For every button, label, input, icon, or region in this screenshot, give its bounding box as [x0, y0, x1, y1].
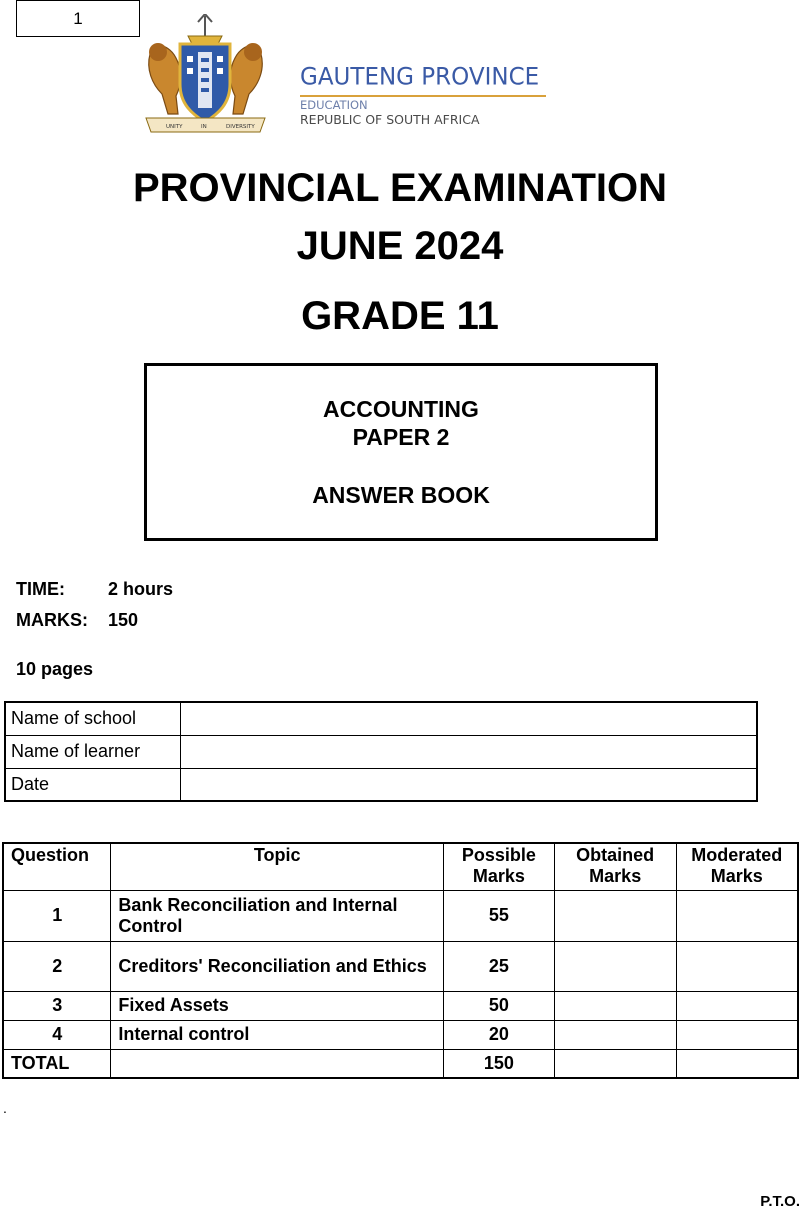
- paper-number: PAPER 2: [352, 424, 450, 450]
- total-label: TOTAL: [3, 1049, 111, 1078]
- stray-dot: .: [3, 1100, 7, 1116]
- total-topic-cell: [111, 1049, 444, 1078]
- logo-country: REPUBLIC OF SOUTH AFRICA: [300, 112, 480, 127]
- moderated-marks-cell[interactable]: [676, 991, 798, 1020]
- column-header: Possible Marks: [443, 843, 554, 890]
- time-row: [16, 579, 174, 600]
- marks-table: [2, 842, 799, 1079]
- possible-marks: 20: [443, 1020, 554, 1049]
- moderated-marks-cell[interactable]: [676, 890, 798, 941]
- booklet-type: ANSWER BOOK: [312, 482, 490, 508]
- learner-details-table: [4, 701, 758, 802]
- page-count: 10 pages: [16, 659, 94, 679]
- total-obtained-cell[interactable]: [554, 1049, 676, 1078]
- school-field[interactable]: [180, 702, 757, 735]
- column-header: Obtained Marks: [554, 843, 676, 890]
- table-row: [3, 1020, 798, 1049]
- question-topic: Fixed Assets: [111, 991, 444, 1020]
- motto-word: IN: [201, 124, 207, 130]
- page-number: 1: [16, 0, 140, 37]
- question-topic: Creditors' Reconciliation and Ethics: [111, 941, 444, 991]
- column-header: Question: [3, 843, 111, 890]
- date-label: Date: [5, 768, 180, 801]
- learner-field[interactable]: [180, 735, 757, 768]
- column-header: Topic: [111, 843, 444, 890]
- date-field[interactable]: [180, 768, 757, 801]
- obtained-marks-cell[interactable]: [554, 991, 676, 1020]
- total-possible-marks: 150: [443, 1049, 554, 1078]
- gauteng-education-logo: [110, 8, 590, 148]
- possible-marks: 25: [443, 941, 554, 991]
- table-row: [3, 991, 798, 1020]
- subject-name: ACCOUNTING: [323, 396, 479, 422]
- coat-of-arms-icon: [138, 14, 273, 140]
- table-row: [3, 941, 798, 991]
- table-header-row: [3, 843, 798, 890]
- table-row: [5, 768, 757, 801]
- exam-grade: GRADE 11: [301, 294, 499, 338]
- subject-box: [144, 363, 658, 541]
- school-label: Name of school: [5, 702, 180, 735]
- obtained-marks-cell[interactable]: [554, 890, 676, 941]
- marks-row: [16, 610, 139, 631]
- moderated-marks-cell[interactable]: [676, 941, 798, 991]
- question-topic: Bank Reconciliation and Internal Control: [111, 890, 444, 941]
- possible-marks: 55: [443, 890, 554, 941]
- question-number: 2: [3, 941, 111, 991]
- logo-division: EDUCATION: [300, 98, 368, 112]
- obtained-marks-cell[interactable]: [554, 941, 676, 991]
- exam-session: JUNE 2024: [296, 224, 504, 268]
- time-value: 2 hours: [108, 579, 174, 599]
- exam-title: PROVINCIAL EXAMINATION: [132, 166, 668, 210]
- total-row: [3, 1049, 798, 1078]
- marks-value: 150: [108, 610, 139, 630]
- learner-label: Name of learner: [5, 735, 180, 768]
- table-row: [5, 702, 757, 735]
- obtained-marks-cell[interactable]: [554, 1020, 676, 1049]
- question-number: 1: [3, 890, 111, 941]
- question-number: 4: [3, 1020, 111, 1049]
- marks-label: MARKS:: [16, 610, 88, 630]
- logo-divider: [300, 95, 546, 97]
- total-moderated-cell[interactable]: [676, 1049, 798, 1078]
- column-header: Moderated Marks: [676, 843, 798, 890]
- time-label: TIME:: [16, 579, 65, 599]
- moderated-marks-cell[interactable]: [676, 1020, 798, 1049]
- table-row: [5, 735, 757, 768]
- question-number: 3: [3, 991, 111, 1020]
- logo-province: GAUTENG PROVINCE: [300, 63, 540, 91]
- table-row: [3, 890, 798, 941]
- motto-word: UNITY: [166, 124, 183, 130]
- possible-marks: 50: [443, 991, 554, 1020]
- motto-word: DIVERSITY: [226, 124, 255, 130]
- question-topic: Internal control: [111, 1020, 444, 1049]
- pto-label: P.T.O.: [760, 1193, 800, 1210]
